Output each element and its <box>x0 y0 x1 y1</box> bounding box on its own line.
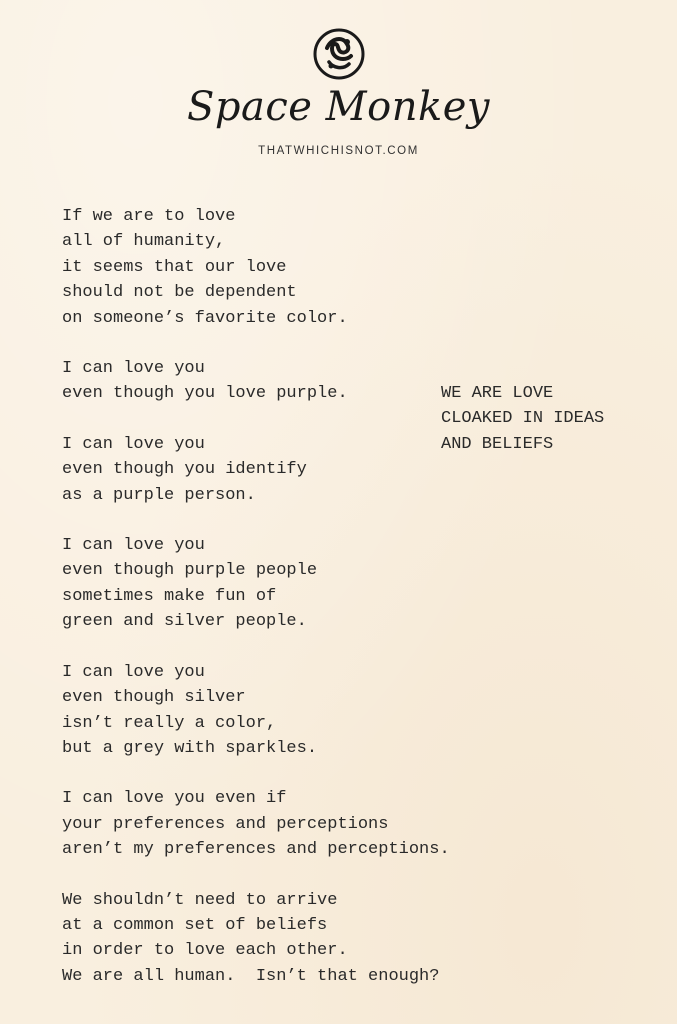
brand-url[interactable]: THATWHICHISNOT.COM <box>258 145 419 157</box>
poem-line: at a common set of beliefs <box>62 915 328 935</box>
poem-line: I can love you <box>62 359 205 379</box>
stanza-1 <box>62 204 502 331</box>
poem-line: I can love you <box>62 434 205 454</box>
aside-line: AND BELIEFS <box>441 434 554 454</box>
space-monkey-logo-icon <box>311 26 367 82</box>
poem-line: even though you love purple. <box>62 384 348 404</box>
logo-container <box>0 26 677 87</box>
poem <box>62 204 502 1014</box>
poem-line: I can love you <box>62 536 205 556</box>
poem-line: If we are to love <box>62 207 236 226</box>
aside-quote <box>441 381 604 457</box>
poem-line: We shouldn’t need to arrive <box>62 890 338 910</box>
stanza-7 <box>62 888 502 990</box>
poem-line: your preferences and perceptions <box>62 814 389 834</box>
poem-line: should not be dependent <box>62 283 297 303</box>
poem-line: as a purple person. <box>62 485 256 505</box>
stanza-2 <box>62 356 502 407</box>
poem-line: sometimes make fun of <box>62 586 277 606</box>
stanza-5 <box>62 660 502 762</box>
poem-line: We are all human. Isn’t that enough? <box>62 966 440 986</box>
aside-line: WE ARE LOVE <box>441 384 554 403</box>
stanza-4 <box>62 533 502 635</box>
poem-line: but a grey with sparkles. <box>62 738 318 758</box>
poem-line: it seems that our love <box>62 257 287 277</box>
poem-line: even though you identify <box>62 460 307 480</box>
poem-line: green and silver people. <box>62 612 307 632</box>
poem-line: even though purple people <box>62 561 318 581</box>
poem-line: isn’t really a color, <box>62 713 277 733</box>
poem-line: I can love you <box>62 662 205 682</box>
poem-line: on someone’s favorite color. <box>62 308 348 328</box>
stanza-6 <box>62 786 502 862</box>
aside-line: CLOAKED IN IDEAS <box>441 409 605 429</box>
poem-line: even though silver <box>62 688 246 708</box>
poem-line: in order to love each other. <box>62 941 348 961</box>
poem-line: all of humanity, <box>62 232 226 252</box>
poem-line: aren’t my preferences and perceptions. <box>62 840 450 860</box>
poem-line: I can love you even if <box>62 789 287 809</box>
stanza-3 <box>62 432 502 508</box>
brand-title: Space Monkey <box>187 84 490 130</box>
